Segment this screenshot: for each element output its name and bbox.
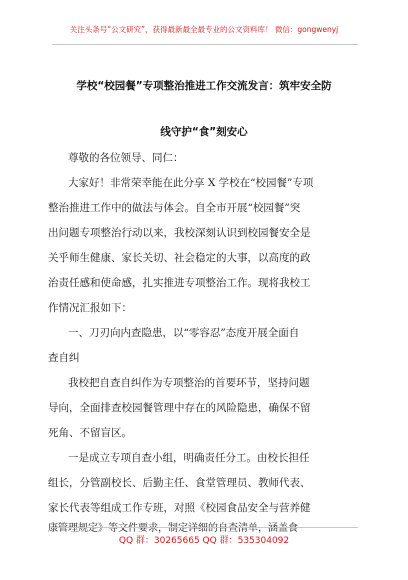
- body-line: 组长，分管副校长、后勤主任、食堂管理员、教师代表、: [48, 477, 311, 489]
- document-title-line-1: 学校“校园餐”专项整治推进工作交流发言：筑牢安全防: [76, 80, 332, 92]
- body-line: 死角、不留盲区。: [48, 427, 132, 439]
- body-line: 我校把自查自纠作为专项整治的首要环节，坚持问题: [68, 377, 310, 389]
- footer-divider: [52, 527, 358, 528]
- header-divider: [52, 44, 358, 45]
- body-line: 康管理规定》等文件要求，制定详细的自查清单，涵盖食: [48, 523, 298, 534]
- body-line: 作情况汇报如下：: [48, 302, 132, 314]
- body-line: 大家好！非常荣幸能在此分享 X 学校在“校园餐”专项: [68, 177, 314, 189]
- body-line: 治责任感和使命感，扎实推进专项整治工作。现将我校工: [48, 277, 311, 289]
- body-line: 家长代表等组成工作专班，对照《校园食品安全与营养健: [48, 502, 311, 514]
- salutation: 尊敬的各位领导、同仁：: [68, 152, 184, 164]
- section-heading-line: 一、刀刃向内查隐患，以“零容忍”态度开展全面自: [68, 327, 300, 339]
- footer-contact: QQ 群：30265665 QQ 群：535304092: [118, 536, 290, 546]
- body-line: 一是成立专项自查小组，明确责任分工。由校长担任: [68, 452, 310, 464]
- header-banner: 关注头条号“公文研究”，获得最新最全最专业的公文资料库！ 微信：gongwenyj: [69, 25, 339, 34]
- document-title-line-2: 线守护“食”刻安心: [160, 126, 248, 138]
- section-heading-line: 查自纠: [48, 352, 80, 364]
- body-line: 整治推进工作中的做法与体会。自全市开展“校园餐”突: [48, 202, 301, 214]
- body-line: 导向，全面排查校园餐管理中存在的风险隐患，确保不留: [48, 402, 311, 414]
- body-line: 出问题专项整治行动以来，我校深刻认识到校园餐安全是: [48, 227, 311, 239]
- body-line: 关乎师生健康、家长关切、社会稳定的大事，以高度的政: [48, 252, 311, 264]
